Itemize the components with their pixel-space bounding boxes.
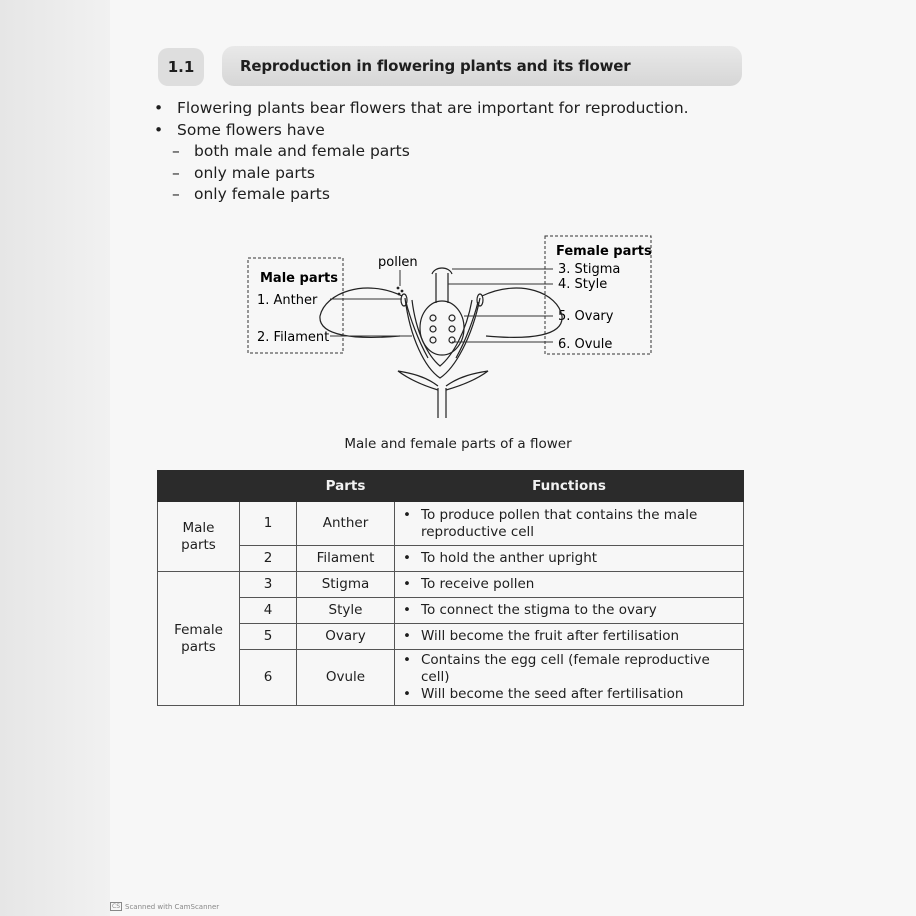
male-parts-title: Male parts [260,271,338,286]
label-stigma: 3. Stigma [558,262,621,277]
function-item [403,576,739,593]
table-row [158,598,744,624]
flower-diagram [240,228,660,423]
pointer-lines [330,269,553,342]
pollen-grain [398,293,400,295]
header-functions: Functions [395,471,744,502]
part-name: Stigma [297,572,395,598]
bullet-dot: • [403,686,411,702]
row-number: 5 [240,624,297,650]
section-title-text: Reproduction in flowering plants and its flower [240,57,631,75]
sub-item [150,184,689,206]
function-text: Contains the egg cell (female reproductive cell) [421,652,710,685]
part-name: Ovule [297,650,395,706]
function-item [403,507,739,541]
flower-drawing [320,268,562,418]
table-row [158,650,744,706]
bullet-dot: • [154,99,164,117]
scanner-watermark [110,902,219,911]
stigma-shape [432,268,452,274]
scanner-logo-icon: CS [112,903,120,910]
bullet-list [150,98,689,206]
row-number: 4 [240,598,297,624]
petal-right [482,288,562,337]
function-text: Will become the seed after fertilisation [421,686,684,702]
function-text: To receive pollen [421,576,535,592]
anther-left [401,294,407,306]
function-cell [395,624,744,650]
bullet-dot: • [403,506,411,523]
dash-marker: – [172,142,180,160]
scanner-text: Scanned with CamScanner [125,902,220,911]
stem [438,388,446,418]
parts-table [157,470,744,706]
function-item [403,550,739,567]
sub-item [150,141,689,163]
petal-left [320,288,402,337]
label-style: 4. Style [558,277,608,292]
bullet-item [150,120,689,142]
table-row [158,546,744,572]
ovary-shape [420,301,464,355]
function-cell [395,572,744,598]
table-row [158,502,744,546]
pollen-grain [401,290,403,292]
label-ovary: 5. Ovary [558,309,614,324]
bullet-dot: • [403,602,411,618]
label-ovule: 6. Ovule [558,337,613,352]
receptacle [405,298,480,378]
sub-item-text: both male and female parts [194,142,410,160]
female-parts-title: Female parts [556,244,652,259]
label-filament: 2. Filament [257,330,330,345]
bullet-dot: • [403,550,411,566]
function-text: To produce pollen that contains the male reproductive cell [421,506,698,540]
function-item [403,602,739,619]
label-pollen: pollen [378,255,418,270]
row-number: 6 [240,650,297,706]
ovule [449,315,455,321]
section-title [222,46,742,86]
sub-item-text: only male parts [194,163,315,182]
table-row [158,572,744,598]
row-number: 1 [240,502,297,546]
function-cell [395,546,744,572]
diagram-caption: Male and female parts of a flower [344,436,572,452]
function-cell [395,502,744,546]
group-label-male: Male parts [158,502,240,572]
part-name: Style [297,598,395,624]
part-name: Ovary [297,624,395,650]
header-group [158,471,240,502]
section-number [158,48,204,86]
bullet-text: Some flowers have [177,120,325,139]
bullet-dot: • [403,652,411,668]
bullet-dot: • [403,628,411,644]
dash-marker: – [172,163,180,182]
bullet-dot: • [154,120,164,139]
table-row [158,624,744,650]
function-item [403,686,739,703]
function-cell [395,598,744,624]
ovule [430,326,436,332]
function-text: To hold the anther upright [421,550,598,566]
function-cell [395,650,744,706]
section-number-text: 1.1 [167,58,195,76]
table-header-row [158,471,744,502]
function-text: Will become the fruit after fertilisation [421,628,680,644]
row-number: 3 [240,572,297,598]
sepal-right [446,371,488,390]
part-name: Anther [297,502,395,546]
pollen-grain [397,287,399,289]
part-name: Filament [297,546,395,572]
ovule [430,337,436,343]
sub-item-text: only female parts [194,185,330,203]
page-gutter [0,0,110,916]
function-item [403,652,739,686]
bullet-text: Flowering plants bear flowers that are important for reproduction. [177,99,689,117]
ovule [430,315,436,321]
style-shape [436,273,448,303]
function-text: To connect the stigma to the ovary [421,602,657,618]
sub-item [150,163,689,185]
label-anther: 1. Anther [257,293,318,308]
function-item [403,628,739,645]
bullet-item [150,98,689,120]
row-number: 2 [240,546,297,572]
dash-marker: – [172,185,180,203]
petal-inner [412,300,472,366]
group-label-female: Female parts [158,572,240,706]
header-parts: Parts [297,471,395,502]
ovule [449,326,455,332]
header-number [240,471,297,502]
sepal-left [398,371,438,390]
bullet-dot: • [403,576,411,592]
